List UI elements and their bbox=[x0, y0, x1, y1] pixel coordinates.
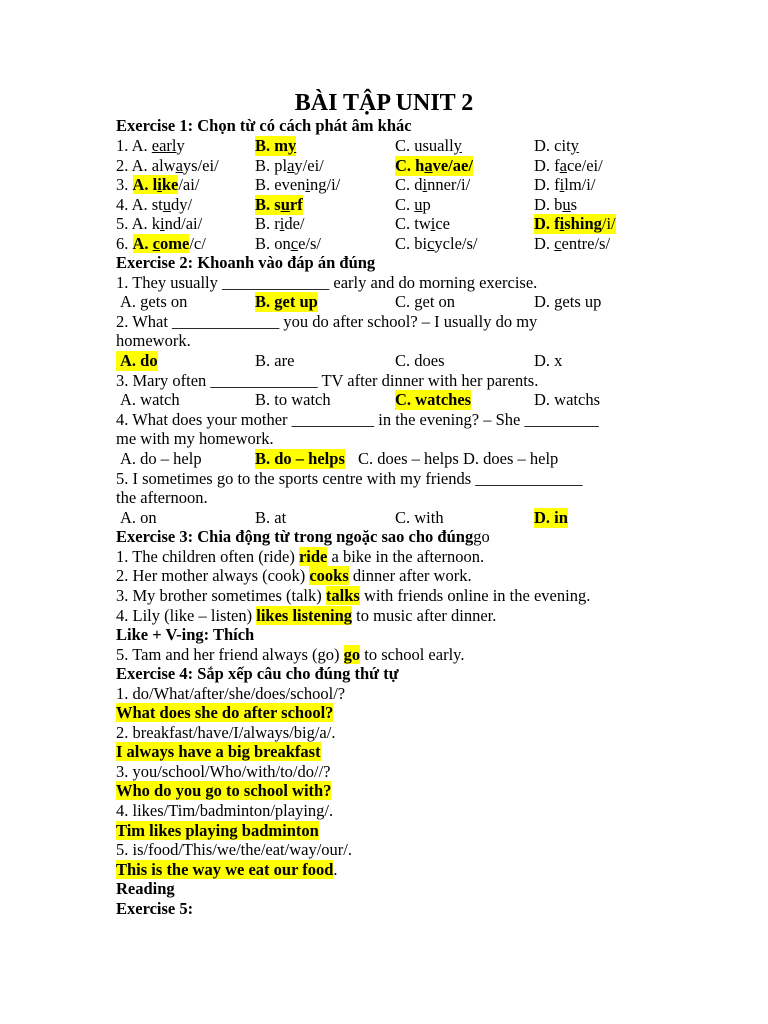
ex3-answer-2: cooks bbox=[309, 566, 349, 585]
ex4-answer-2: I always have a big breakfast bbox=[116, 742, 321, 761]
ex3-sentence-2: 2. Her mother always (cook) cooks dinner after work. bbox=[116, 566, 472, 585]
ex1-r2-a: 2. A. always/ei/ bbox=[116, 156, 219, 175]
ex2-q1-option-a: A. gets on bbox=[120, 292, 188, 311]
ex2-q1-option-d: D. gets up bbox=[534, 292, 602, 311]
ex2-question-4-cont: me with my homework. bbox=[116, 429, 274, 448]
ex1-r5-c: C. twice bbox=[395, 214, 451, 233]
ex1-r1-b-answer: B. my bbox=[255, 136, 297, 155]
ex2-question-3: 3. Mary often _____________ TV after dinner with her parents. bbox=[116, 371, 539, 390]
ex3-sentence-1: 1. The children often (ride) ride a bike in the afternoon. bbox=[116, 547, 485, 566]
ex2-q2-option-a-answer: A. do bbox=[116, 351, 158, 371]
ex2-q4-option-c-d: C. does – helps D. does – help bbox=[358, 449, 559, 468]
ex3-grammar-note: Like + V-ing: Thích bbox=[116, 625, 255, 644]
ex2-q5-option-c: C. with bbox=[395, 508, 444, 527]
ex3-answer-3: talks bbox=[325, 586, 360, 605]
ex1-r6-d: D. centre/s/ bbox=[534, 234, 611, 253]
ex2-q4-option-b-answer: B. do – helps bbox=[255, 449, 345, 468]
ex1-r2-b: B. play/ei/ bbox=[255, 156, 324, 175]
ex1-r6-c: C. bicycle/s/ bbox=[395, 234, 478, 253]
ex2-q4-option-a: A. do – help bbox=[120, 449, 202, 468]
ex1-r4-d: D. bus bbox=[534, 195, 578, 214]
ex2-q1-option-b-answer: B. get up bbox=[255, 292, 318, 311]
ex2-q5-option-d-answer: D. in bbox=[534, 508, 568, 527]
ex4-answer-3: Who do you go to school with? bbox=[116, 781, 332, 800]
ex4-answer-5: This is the way we eat our food. bbox=[116, 860, 338, 879]
ex3-sentence-4: 4. Lily (like – listen) likes listening to music after dinner. bbox=[116, 606, 497, 625]
ex2-question-2-cont: homework. bbox=[116, 331, 191, 350]
ex1-r4-b-answer: B. surf bbox=[255, 195, 303, 214]
reading-heading: Reading bbox=[116, 879, 175, 898]
ex1-r3-b: B. evening/i/ bbox=[255, 175, 341, 194]
ex2-q2-option-c: C. does bbox=[395, 351, 445, 370]
ex3-sentence-3: 3. My brother sometimes (talk) talks with friends online in the evening. bbox=[116, 586, 591, 605]
ex2-q1-option-c: C. get on bbox=[395, 292, 456, 311]
ex3-answer-5: go bbox=[343, 645, 361, 664]
ex1-r5-b: B. ride/ bbox=[255, 214, 305, 233]
ex1-r3-d: D. film/i/ bbox=[534, 175, 596, 194]
ex2-q3-option-d: D. watchs bbox=[534, 390, 600, 409]
ex4-prompt-1: 1. do/What/after/she/does/school/? bbox=[116, 684, 346, 703]
ex4-prompt-3: 3. you/school/Who/with/to/do//? bbox=[116, 762, 331, 781]
ex2-q3-option-a: A. watch bbox=[120, 390, 180, 409]
ex4-prompt-5: 5. is/food/This/we/the/eat/way/our/. bbox=[116, 840, 352, 859]
ex1-r3-c: C. dinner/i/ bbox=[395, 175, 471, 194]
ex1-r6-b: B. once/s/ bbox=[255, 234, 322, 253]
ex1-r1-a: 1. A. early bbox=[116, 136, 185, 155]
ex1-r4-c: C. up bbox=[395, 195, 431, 214]
ex2-question-1: 1. They usually _____________ early and do morning exercise. bbox=[116, 273, 538, 292]
ex1-r4-a: 4. A. study/ bbox=[116, 195, 193, 214]
exercise-2-heading: Exercise 2: Khoanh vào đáp án đúng bbox=[116, 253, 376, 272]
ex1-r2-c-answer: C. have/ae/ bbox=[395, 156, 473, 175]
exercise-1-heading: Exercise 1: Chọn từ có cách phát âm khác bbox=[116, 116, 412, 135]
ex2-question-4: 4. What does your mother __________ in the evening? – She _________ bbox=[116, 410, 599, 429]
ex2-q5-option-a: A. on bbox=[120, 508, 157, 527]
ex4-prompt-4: 4. likes/Tim/badminton/playing/. bbox=[116, 801, 334, 820]
ex2-question-5-cont: the afternoon. bbox=[116, 488, 208, 507]
ex1-r1-d: D. city bbox=[534, 136, 579, 155]
ex3-answer-4: likes listening bbox=[256, 606, 353, 625]
ex4-answer-4: Tim likes playing badminton bbox=[116, 821, 319, 840]
ex1-r5-d-answer: D. fishing/i/ bbox=[534, 214, 616, 233]
ex1-r3-a-answer: 3. A. like/ai/ bbox=[116, 175, 200, 194]
ex2-q2-option-d: D. x bbox=[534, 351, 563, 370]
exercise-3-heading: Exercise 3: Chia động từ trong ngoặc sao cho đúnggo bbox=[116, 527, 490, 546]
ex2-question-5: 5. I sometimes go to the sports centre with my friends _____________ bbox=[116, 469, 583, 488]
ex2-q2-option-b: B. are bbox=[255, 351, 295, 370]
ex2-q3-option-c-answer: C. watches bbox=[395, 390, 472, 409]
ex3-sentence-5: 5. Tam and her friend always (go) go to school early. bbox=[116, 645, 465, 664]
exercise-4-heading: Exercise 4: Sắp xếp câu cho đúng thứ tự bbox=[116, 664, 399, 683]
ex4-prompt-2: 2. breakfast/have/I/always/big/a/. bbox=[116, 723, 336, 742]
ex1-r6-a-answer: 6. A. come/c/ bbox=[116, 234, 206, 253]
ex1-r2-d: D. face/ei/ bbox=[534, 156, 603, 175]
ex2-q1-options bbox=[116, 292, 602, 312]
ex1-r1-c: C. usually bbox=[395, 136, 462, 155]
ex2-question-2: 2. What _____________ you do after school? – I usually do my bbox=[116, 312, 538, 331]
exercise-5-heading: Exercise 5: bbox=[116, 899, 194, 918]
ex4-answer-1: What does she do after school? bbox=[116, 703, 334, 722]
ex1-r5-a: 5. A. kind/ai/ bbox=[116, 214, 203, 233]
page-title: BÀI TẬP UNIT 2 bbox=[294, 90, 474, 116]
ex2-q3-option-b: B. to watch bbox=[255, 390, 331, 409]
ex3-answer-1: ride bbox=[298, 547, 328, 566]
ex2-q5-option-b: B. at bbox=[255, 508, 287, 527]
